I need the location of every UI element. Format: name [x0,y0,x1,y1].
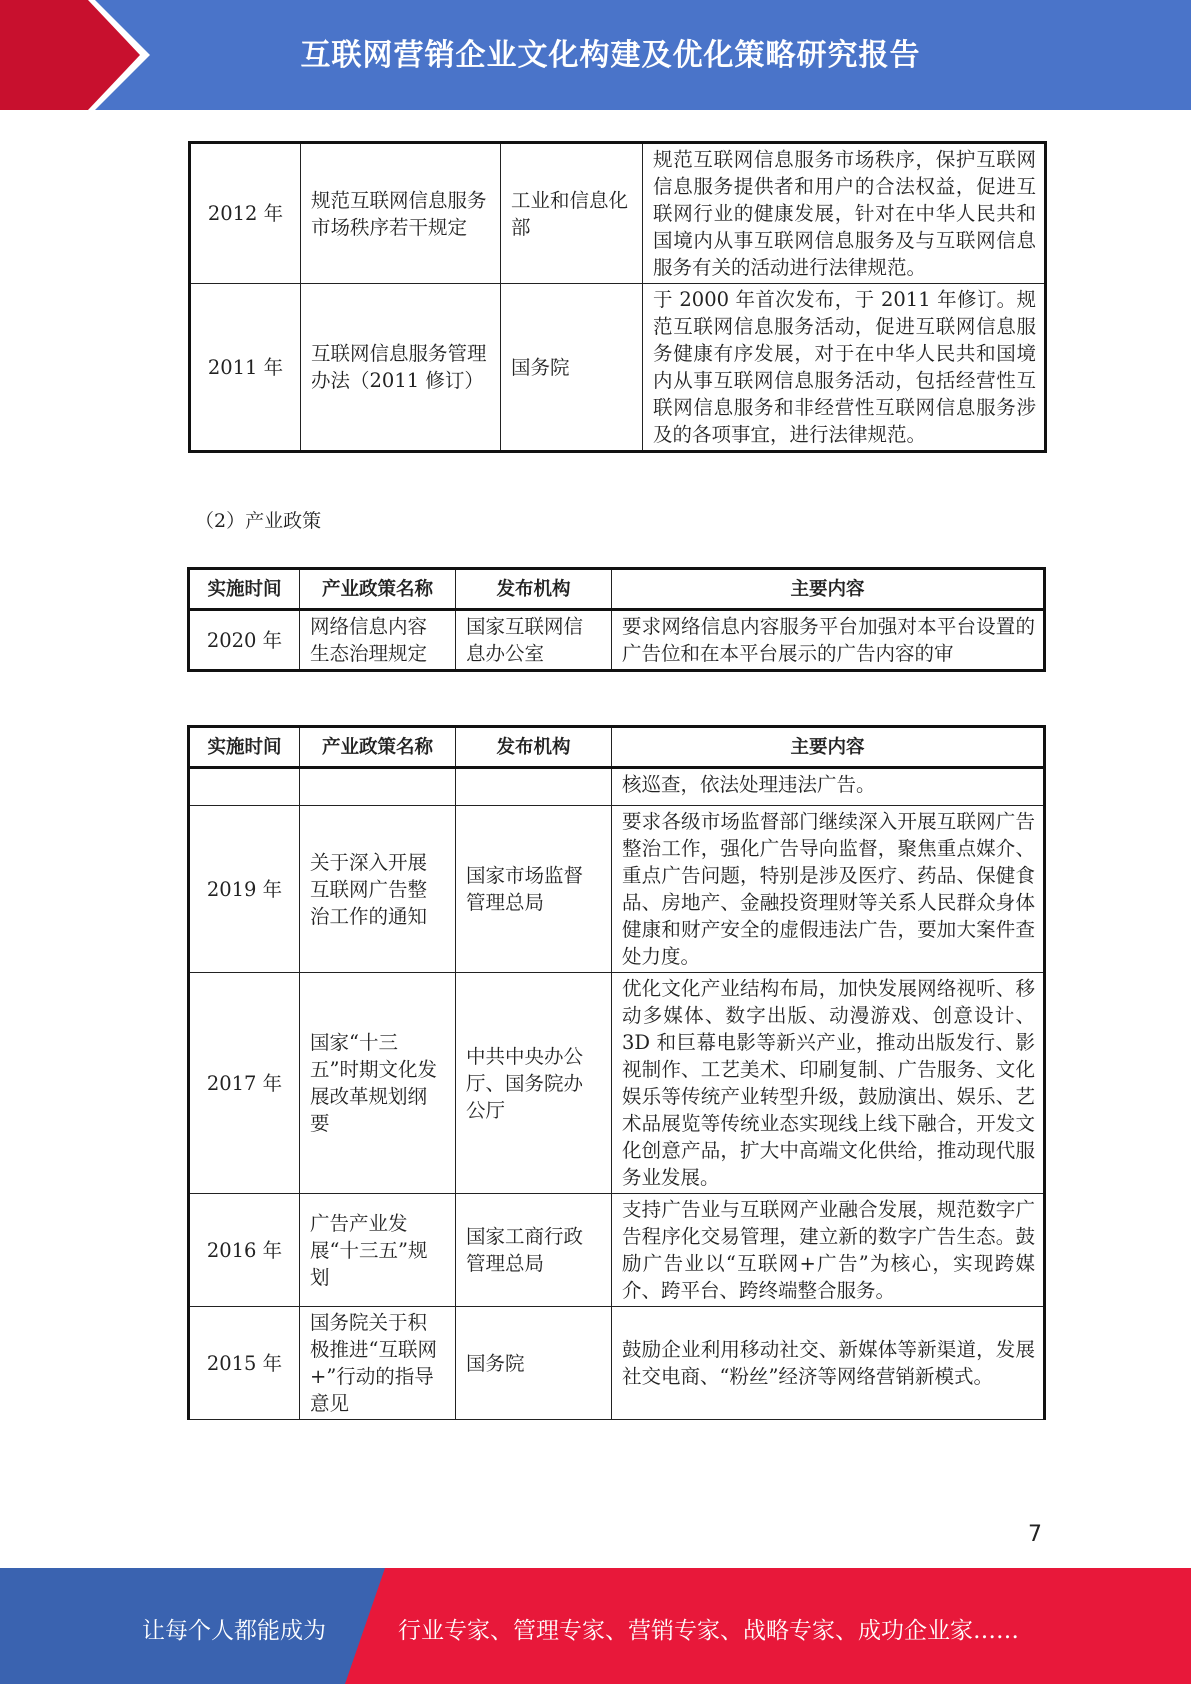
column-header: 发布机构 [456,569,612,610]
org-cell: 国家互联网信息办公室 [456,610,612,671]
content-cell: 支持广告业与互联网产业融合发展，规范数字广告程序化交易管理，建立新的数字广告生态。鼓励广告业以“互联网+广告”为核心，实现跨媒介、跨平台、跨终端整合服务。 [612,1194,1045,1307]
year-cell: 2015 年 [189,1307,300,1420]
org-cell: 中共中央办公厅、国务院办公厅 [456,973,612,1194]
year-cell: 2016 年 [189,1194,300,1307]
policy-name-cell: 规范互联网信息服务市场秩序若干规定 [301,143,501,284]
regulation-table [188,141,1047,453]
org-cell: 国家市场监督管理总局 [456,806,612,973]
org-cell: 国务院 [456,1307,612,1420]
empty-cell [189,768,300,806]
year-cell: 2017 年 [189,973,300,1194]
content-cell: 优化文化产业结构布局，加快发展网络视听、移动多媒体、数字出版、动漫游戏、创意设计、3D 和巨幕电影等新兴产业，推动出版发行、影视制作、工艺美术、印刷复制、广告服务、文化娱乐等传统产业转型升级，鼓励演出、娱乐、艺术品展览等传统业态实现线上线下融合，开发文化创意产品，扩大中高端文化供给，推动现代服务业发展。 [612,973,1045,1194]
column-header: 主要内容 [612,569,1045,610]
column-header: 产业政策名称 [300,569,456,610]
column-header: 发布机构 [456,727,612,768]
table-row [189,973,1045,1194]
year-cell: 2012 年 [190,143,301,284]
org-cell: 国家工商行政管理总局 [456,1194,612,1307]
footer-slogan-left: 让每个人都能成为 [142,1618,326,1644]
year-cell: 2011 年 [190,284,301,452]
page-number: 7 [1028,1522,1042,1547]
policy-name-cell: 互联网信息服务管理办法（2011 修订） [301,284,501,452]
table-header-row [189,727,1045,768]
table-row [189,610,1045,671]
content-cell: 要求网络信息内容服务平台加强对本平台设置的广告位和在本平台展示的广告内容的审 [612,610,1045,671]
table-row [190,143,1046,284]
page-footer [0,1568,1191,1684]
column-header: 实施时间 [189,569,300,610]
section-heading: （2）产业政策 [195,510,322,532]
content-cell: 核巡查，依法处理违法广告。 [612,768,1045,806]
policy-name-cell: 广告产业发展“十三五”规划 [300,1194,456,1307]
page-header [0,0,1191,110]
empty-cell [456,768,612,806]
table-row [189,806,1045,973]
policy-name-cell: 关于深入开展互联网广告整治工作的通知 [300,806,456,973]
table-header-row [189,569,1045,610]
policy-name-cell: 国家“十三五”时期文化发展改革规划纲要 [300,973,456,1194]
table-row [189,1307,1045,1420]
industry-policy-table [187,567,1046,672]
industry-policy-table-continued [187,725,1046,1420]
column-header: 产业政策名称 [300,727,456,768]
table-row-continuation [189,768,1045,806]
org-cell: 国务院 [501,284,643,452]
content-cell: 规范互联网信息服务市场秩序，保护互联网信息服务提供者和用户的合法权益，促进互联网行业的健康发展，针对在中华人民共和国境内从事互联网信息服务及与互联网信息服务有关的活动进行法律规范。 [643,143,1046,284]
empty-cell [300,768,456,806]
footer-slogan-right: 行业专家、管理专家、营销专家、战略专家、成功企业家…… [398,1618,1019,1644]
year-cell: 2020 年 [189,610,300,671]
content-cell: 于 2000 年首次发布，于 2011 年修订。规范互联网信息服务活动，促进互联网信息服务健康有序发展，对于在中华人民共和国境内从事互联网信息服务活动，包括经营性互联网信息服务和非经营性互联网信息服务涉及的各项事宜，进行法律规范。 [643,284,1046,452]
org-cell: 工业和信息化部 [501,143,643,284]
policy-name-cell: 国务院关于积极推进“互联网+”行动的指导意见 [300,1307,456,1420]
content-cell: 要求各级市场监督部门继续深入开展互联网广告整治工作，强化广告导向监督，聚焦重点媒介、重点广告问题，特别是涉及医疗、药品、保健食品、房地产、金融投资理财等关系人民群众身体健康和财产安全的虚假违法广告，要加大案件查处力度。 [612,806,1045,973]
report-title: 互联网营销企业文化构建及优化策略研究报告 [300,38,921,73]
table-row [189,1194,1045,1307]
column-header: 实施时间 [189,727,300,768]
year-cell: 2019 年 [189,806,300,973]
column-header: 主要内容 [612,727,1045,768]
table-row [190,284,1046,452]
policy-name-cell: 网络信息内容生态治理规定 [300,610,456,671]
content-cell: 鼓励企业利用移动社交、新媒体等新渠道，发展社交电商、“粉丝”经济等网络营销新模式。 [612,1307,1045,1420]
